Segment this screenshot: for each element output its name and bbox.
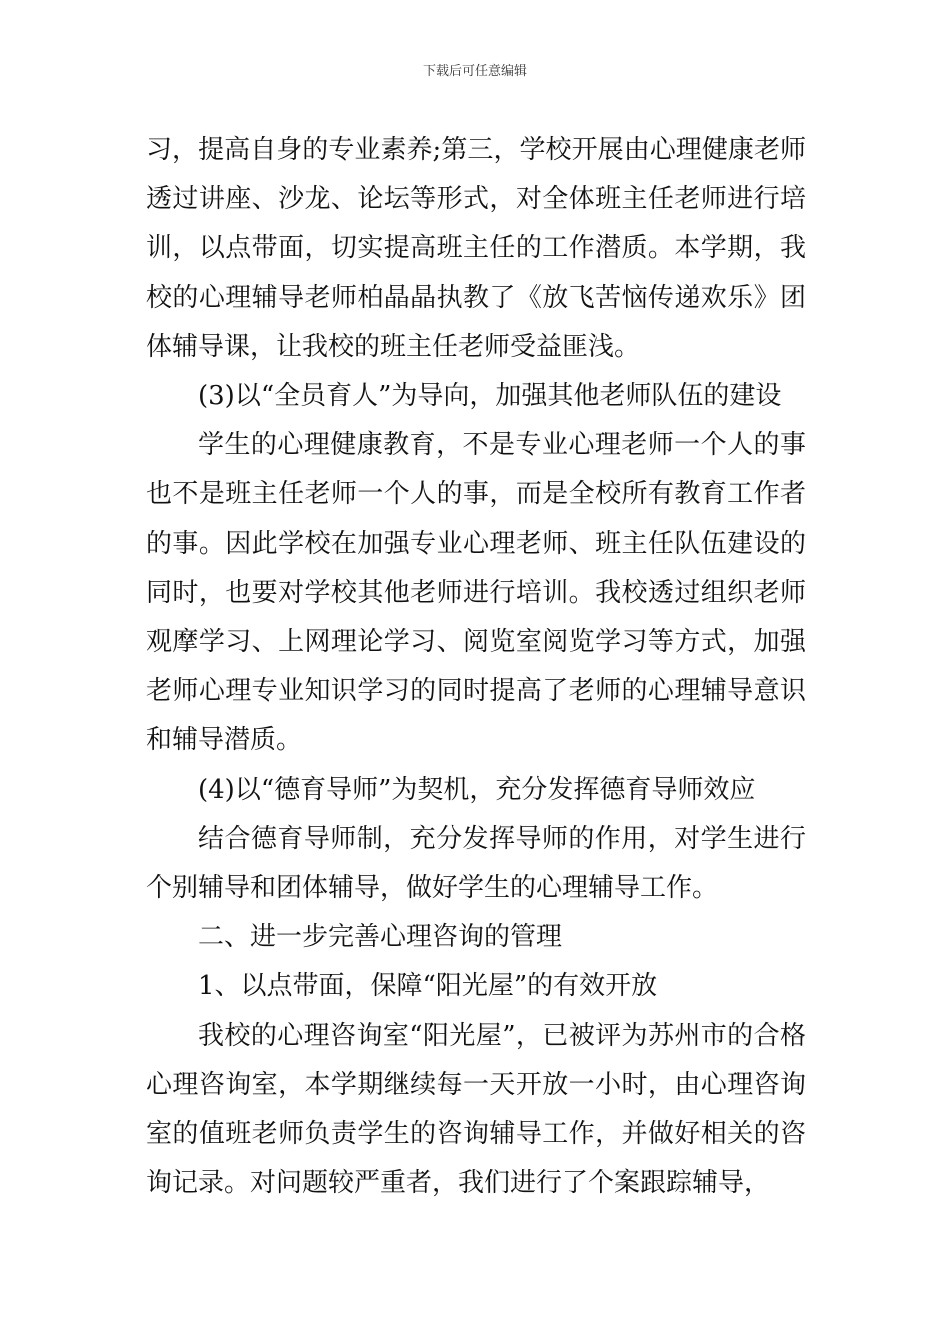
section-heading: 二、进一步完善心理咨询的管理 bbox=[198, 922, 563, 953]
paragraph: 我校的心理咨询室“阳光屋”，已被评为苏州市的合格心理咨询室，本学期继续每一天开放一小时，由心理咨询室的值班老师负责学生的咨询辅导工作，并做好相关的咨询记录。对问题较严重者，我们进行了个案跟踪辅导， bbox=[146, 1020, 806, 1199]
paragraph: 习，提高自身的专业素养;第三，学校开展由心理健康老师透过讲座、沙龙、论坛等形式，对全体班主任老师进行培训，以点带面，切实提高班主任的工作潜质。本学期，我校的心理辅导老师柏晶晶执教了《放飞苦恼传递欢乐》团体辅导课，让我校的班主任老师受益匪浅。 bbox=[146, 135, 806, 362]
paragraph: 结合德育导师制，充分发挥导师的作用，对学生进行个别辅导和团体辅导，做好学生的心理辅导工作。 bbox=[146, 823, 806, 904]
paragraph: 学生的心理健康教育，不是专业心理老师一个人的事也不是班主任老师一个人的事，而是全校所有教育工作者的事。因此学校在加强专业心理老师、班主任队伍建设的同时，也要对学校其他老师进行培训。我校透过组织老师观摩学习、上网理论学习、阅览室阅览学习等方式，加强老师心理专业知识学习的同时提高了老师的心理辅导意识和辅导潜质。 bbox=[146, 430, 806, 756]
document-body bbox=[146, 126, 806, 1208]
section-heading: (3)以“全员育人”为导向，加强其他老师队伍的建设 bbox=[198, 381, 782, 412]
page-header: 下载后可任意编辑 bbox=[422, 64, 527, 79]
section-heading: (4)以“德育导师”为契机，充分发挥德育导师效应 bbox=[198, 774, 756, 805]
section-heading: 1、以点带面，保障“阳光屋”的有效开放 bbox=[198, 971, 658, 1002]
